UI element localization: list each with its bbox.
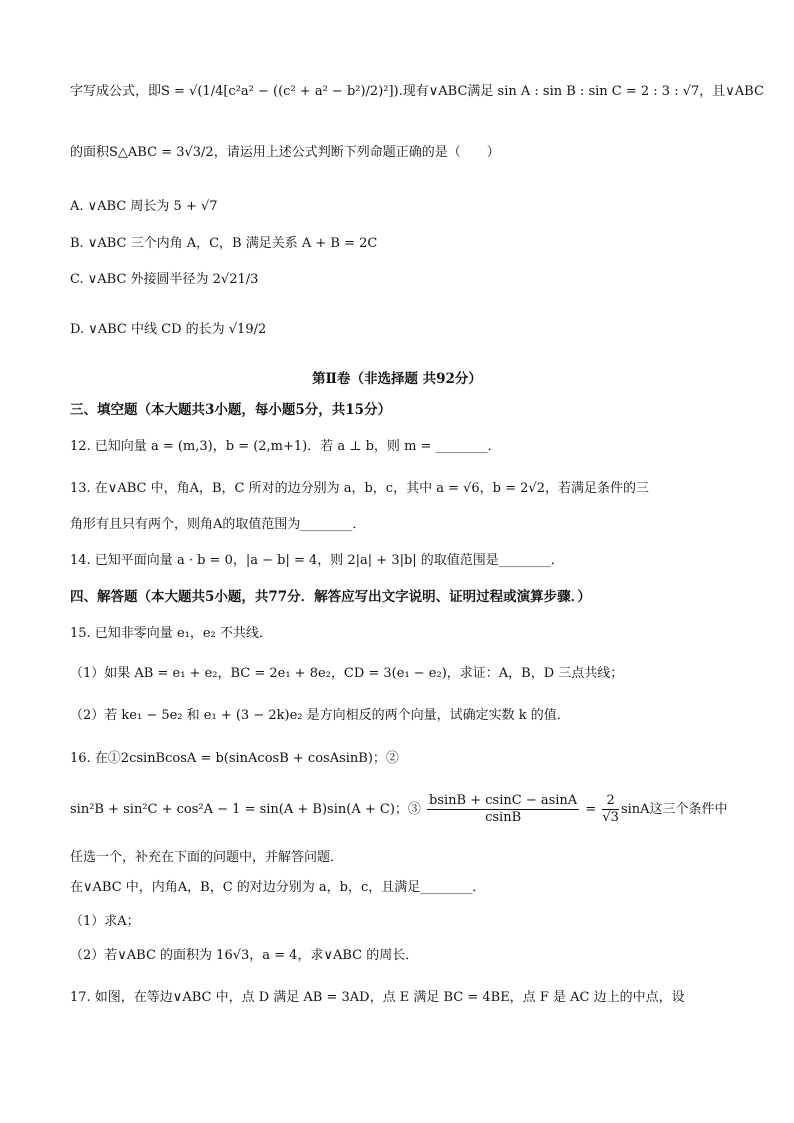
question-13-line1: 13. 在∨ABC 中，角A，B，C 所对的边分别为 a，b，c，其中 a = √6，b = 2√2，若满足条件的三 bbox=[70, 481, 649, 496]
question-16-line1: 16. 在①2csinBcosA = b(sinAcosB + cosAsinB)；② bbox=[70, 751, 399, 766]
equals-sign: = bbox=[585, 802, 597, 817]
fraction-denominator: csinB bbox=[485, 810, 522, 825]
condition-three-fraction bbox=[427, 793, 579, 826]
question-15: 15. 已知非零向量 e₁，e₂ 不共线． bbox=[70, 626, 272, 641]
right-fraction bbox=[602, 793, 619, 826]
fraction-numerator: bsinB + csinC − asinA bbox=[429, 793, 578, 808]
line-area bbox=[70, 143, 500, 163]
option-b: B. ∨ABC 三个内角 A，C，B 满足关系 A + B = 2C bbox=[70, 236, 378, 251]
condition-two: sin²B + sin²C + cos²A − 1 = sin(A + B)sin(A + C)；③ bbox=[70, 802, 421, 817]
part-two-title: 第Ⅱ卷（非选择题 共92分） bbox=[312, 371, 482, 387]
line-formula-intro bbox=[70, 82, 764, 102]
condition-three-tail: sinA这三个条件中 bbox=[620, 802, 728, 817]
option-c: C. ∨ABC 外接圆半径为 2√21/3 bbox=[70, 272, 259, 287]
question-16-part1: （1）求A； bbox=[70, 914, 140, 929]
intro-text: 字写成公式，即 bbox=[70, 84, 162, 99]
question-16-line3: 任选一个，补充在下面的问题中，并解答问题． bbox=[70, 850, 344, 865]
section-three-heading: 三、填空题（本大题共3小题，每小题5分，共15分） bbox=[70, 402, 392, 418]
right-numerator: 2 bbox=[602, 793, 619, 810]
area-pre: 的面积 bbox=[70, 145, 110, 160]
question-13-line2: 角形有且只有两个，则角A的取值范围为________． bbox=[70, 517, 366, 532]
area-post: ，请运用上述公式判断下列命题正确的是（ ） bbox=[213, 145, 500, 160]
question-16-line2 bbox=[70, 793, 728, 826]
question-16-line4: 在∨ABC 中，内角A，B，C 的对边分别为 a，b，c，且满足________． bbox=[70, 880, 486, 895]
question-17: 17. 如图，在等边∨ABC 中，点 D 满足 AB = 3AD，点 E 满足 BC = 4BE，点 F 是 AC 边上的中点，设 bbox=[70, 990, 685, 1005]
question-16-part2: （2）若∨ABC 的面积为 16√3，a = 4，求∨ABC 的周长． bbox=[70, 948, 419, 963]
area-formula: S△ABC = 3√3/2 bbox=[109, 145, 214, 160]
question-12: 12. 已知向量 a = (m,3)，b = (2,m+1)．若 a ⊥ b，则 m = ________． bbox=[70, 439, 501, 454]
question-15-part2: （2）若 ke₁ − 5e₂ 和 e₁ + (3 − 2k)e₂ 是方向相反的两个向量，试确定实数 k 的值． bbox=[70, 708, 570, 723]
question-14: 14. 已知平面向量 a · b = 0，|a − b| = 4，则 2|a| + 3|b| 的取值范围是________． bbox=[70, 553, 564, 568]
section-four-heading: 四、解答题（本大题共5小题，共77分．解答应写出文字说明、证明过程或演算步骤．） bbox=[70, 589, 591, 605]
option-d: D. ∨ABC 中线 CD 的长为 √19/2 bbox=[70, 322, 267, 337]
heron-formula: S = √(1/4[c²a² − ((c² + a² − b²)/2)²]) bbox=[161, 84, 399, 99]
right-denominator: √3 bbox=[602, 810, 619, 825]
question-15-part1: （1）如果 AB = e₁ + e₂，BC = 2e₁ + 8e₂，CD = 3(e₁ − e₂)，求证：A，B，D 三点共线； bbox=[70, 666, 624, 681]
intro-condition: .现有∨ABC满足 sin A : sin B : sin C = 2 : 3 : √7，且∨ABC bbox=[398, 84, 764, 99]
option-a: A. ∨ABC 周长为 5 + √7 bbox=[70, 199, 218, 214]
